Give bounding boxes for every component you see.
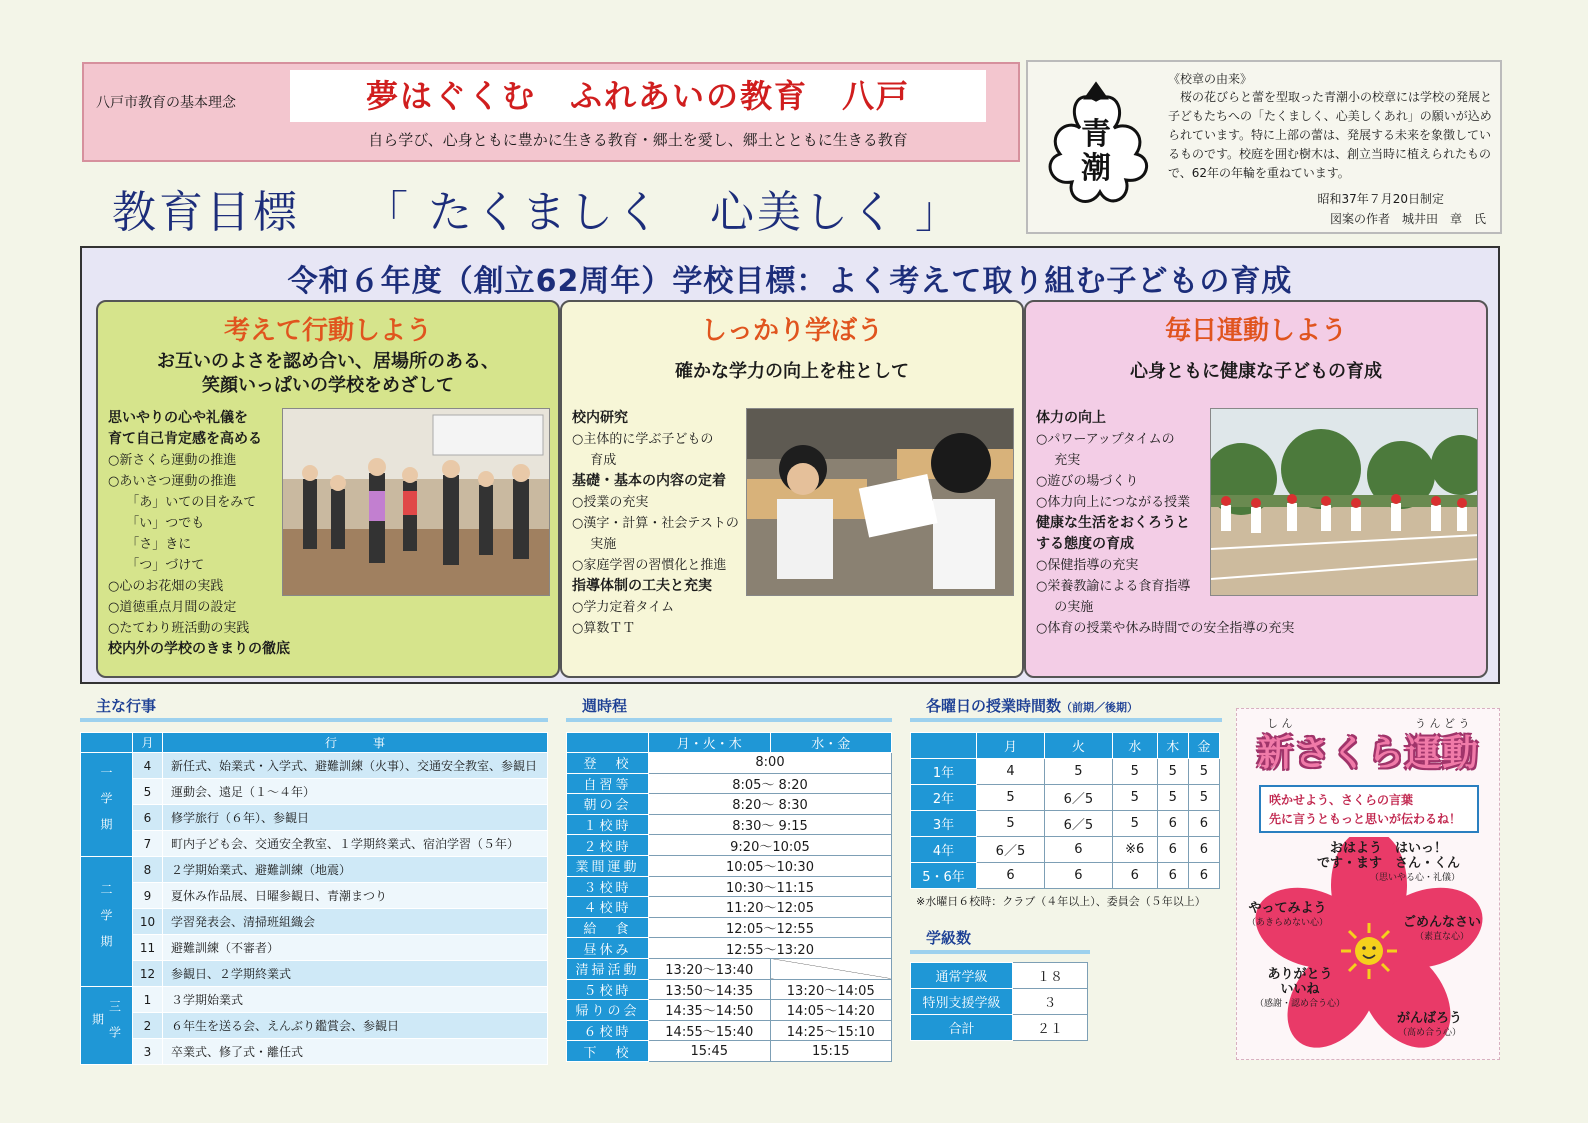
table-row xyxy=(567,958,892,979)
table-row xyxy=(567,917,892,938)
class-count-cell: １８ xyxy=(1013,963,1088,989)
month-cell: 3 xyxy=(133,1039,163,1065)
school-goal-title: 令和６年度（創立62周年）学校目標：よく考えて取り組む子どもの育成 xyxy=(287,264,1293,299)
table-row xyxy=(81,805,548,831)
goal-list-item: 基礎・基本の内容の定着 xyxy=(572,473,726,489)
goal-list-item: ○新さくら運動の推進 xyxy=(108,453,237,468)
goal-list-item: 「さ」きに xyxy=(126,537,192,552)
crest-date: 昭和37年７月20日制定 xyxy=(1317,192,1444,206)
crest-description: 桜の花びらと蕾を型取った青潮小の校章には学校の発展と子どもたちへの「たくましく、心美しくあれ」の願いが込められています。特に上部の蕾は、発展する未来を象徴しているものです。校庭を囲む樹木は、創立当時に植えられたもので、62年の年輪を重ねています。 xyxy=(1168,90,1493,180)
event-cell: 参観日、２学期終業式 xyxy=(163,961,548,987)
school-crest-icon xyxy=(1036,78,1156,218)
phrase-note: （素直な心） xyxy=(1415,932,1470,942)
event-cell: ３学期始業式 xyxy=(163,987,548,1013)
goal-list-item: ○パワーアップタイムの xyxy=(1036,432,1175,447)
philosophy-slogan: 夢はぐくむ ふれあいの教育 八戸 xyxy=(290,70,986,122)
goal-list-item: 育て自己肯定感を高める xyxy=(108,431,262,447)
month-cell: 7 xyxy=(133,831,163,857)
phrase-note: （あきらめない心） xyxy=(1247,918,1329,928)
title-ruby-right: う ん ど う xyxy=(1415,717,1470,730)
goal-column-learn xyxy=(560,300,1024,678)
goal-list-item: 健康な生活をおくろうと xyxy=(1036,515,1190,531)
goal-list-item: 「つ」づけて xyxy=(126,558,205,573)
phrase-note: （高め合う心） xyxy=(1398,1028,1462,1038)
table-row xyxy=(911,759,1220,785)
period-label: 下 校 xyxy=(567,1041,649,1062)
photo-running-students xyxy=(1210,408,1478,596)
period-label: 清掃活動 xyxy=(567,958,649,979)
hours-cell: 5 xyxy=(1157,759,1188,785)
class-type-cell: 特別支援学級 xyxy=(911,989,1013,1015)
goal-list-item: ○主体的に学ぶ子どもの xyxy=(572,432,714,447)
hours-table xyxy=(910,732,1220,889)
period-header xyxy=(567,733,649,753)
goal-list-item: 実施 xyxy=(590,537,617,552)
event-header: 行 事 xyxy=(163,733,548,753)
hours-section xyxy=(910,695,1222,909)
event-cell: 夏休み作品展、日曜参観日、青潮まつり xyxy=(163,883,548,909)
month-cell: 12 xyxy=(133,961,163,987)
table-row xyxy=(911,837,1220,863)
philosophy-label: 八戸市教育の基本理念 xyxy=(96,95,236,111)
time-cell: 12:05～12:55 xyxy=(649,917,892,938)
table-row xyxy=(567,938,892,959)
goal-list-item: ○保健指導の充実 xyxy=(1036,558,1139,573)
goal-list-item: 思いやりの心や礼儀を xyxy=(108,410,248,426)
phrase-text: おはよう はいっ！ です・ます さん・くん xyxy=(1317,841,1461,871)
grade-cell: 5・6年 xyxy=(911,863,977,889)
period-label: 自習等 xyxy=(567,773,649,794)
goal-list-item: 充実 xyxy=(1054,453,1081,468)
period-label: 登 校 xyxy=(567,753,649,774)
column-subtitle xyxy=(562,360,1022,384)
time-cell: 8:05～ 8:20 xyxy=(649,773,892,794)
time-cell: 11:20～12:05 xyxy=(649,897,892,918)
period-label: １校時 xyxy=(567,814,649,835)
month-cell: 10 xyxy=(133,909,163,935)
goal-list-item: ○漢字・計算・社会テストの xyxy=(572,516,739,531)
day-header: 火 xyxy=(1044,733,1112,759)
timetable-section xyxy=(566,695,892,1062)
time-cell: 14:25～15:10 xyxy=(770,1020,892,1041)
event-cell: 新任式、始業式・入学式、避難訓練（火事）、交通安全教室、参観日 xyxy=(163,753,548,779)
table-row xyxy=(567,897,892,918)
day-header: 水 xyxy=(1112,733,1157,759)
hours-cell: 6 xyxy=(1157,811,1188,837)
table-row xyxy=(567,773,892,794)
table-row xyxy=(81,753,548,779)
hours-cell: 6／5 xyxy=(1044,785,1112,811)
table-row xyxy=(567,814,892,835)
time-cell: 13:20～14:05 xyxy=(770,979,892,1000)
event-cell: 町内子ども会、交通安全教室、１学期終業式、宿泊学習（５年） xyxy=(163,831,548,857)
hours-cell: 6 xyxy=(977,863,1045,889)
time-cell: 14:55～15:40 xyxy=(649,1020,771,1041)
sakura-title: 新さくら運動 xyxy=(1256,733,1479,774)
goal-list-item: ○心のお花畑の実践 xyxy=(108,579,224,594)
column-subtitle-line: お互いのよさを認め合い、居場所のある、 xyxy=(157,351,499,372)
table-row xyxy=(81,909,548,935)
timetable-heading: 週時程 xyxy=(566,695,892,722)
hours-cell: 6 xyxy=(1044,837,1112,863)
goal-list-item: 「い」つでも xyxy=(126,516,205,531)
table-row xyxy=(911,811,1220,837)
table-row xyxy=(567,1041,892,1062)
table-row xyxy=(911,963,1088,989)
banner-line: 咲かせよう、さくらの言葉 xyxy=(1269,793,1414,807)
goal-list xyxy=(108,408,290,660)
period-label: 昼休み xyxy=(567,938,649,959)
phrase-note: （感謝・認め合う心） xyxy=(1255,999,1346,1009)
col-mon-tue-thu: 月・火・木 xyxy=(649,733,771,753)
phrase-text: やってみよう xyxy=(1248,901,1327,916)
table-row xyxy=(911,1015,1088,1041)
table-header-row xyxy=(81,733,548,753)
time-cell: 13:20～13:40 xyxy=(649,958,771,979)
classes-section xyxy=(910,927,1090,1041)
sakura-banner xyxy=(1259,785,1479,833)
philosophy-subtitle: 自ら学び、心身ともに豊かに生きる教育・郷土を愛し、郷土とともに生きる教育 xyxy=(368,131,908,149)
table-row xyxy=(81,883,548,909)
hours-cell: 5 xyxy=(1157,785,1188,811)
period-label: 給 食 xyxy=(567,917,649,938)
goal-list-item: ○体育の授業や休み時間での安全指導の充実 xyxy=(1036,621,1295,636)
term-cell: 一学期 xyxy=(81,753,133,857)
time-cell: 8:20～ 8:30 xyxy=(649,794,892,815)
hours-cell: 6／5 xyxy=(977,837,1045,863)
banner-line: 先に言うともっと思いが伝わるね！ xyxy=(1269,812,1462,826)
goal-list-item: ○算数ＴＴ xyxy=(572,621,636,636)
hours-cell: 6 xyxy=(1188,837,1219,863)
column-subtitle-line: 笑顔いっぱいの学校をめざして xyxy=(202,375,454,396)
term-header xyxy=(81,733,133,753)
goal-list xyxy=(572,408,739,639)
goal-list-item: 「あ」いての目をみて xyxy=(126,495,257,510)
table-row xyxy=(81,831,548,857)
event-cell: 避難訓練（不審者） xyxy=(163,935,548,961)
goal-list-item: 育成 xyxy=(590,453,617,468)
goal-column-exercise xyxy=(1024,300,1488,678)
svg-text:青: 青 xyxy=(1081,117,1111,152)
table-header-row xyxy=(911,733,1220,759)
table-row xyxy=(567,855,892,876)
goal-list-item: 指導体制の工夫と充実 xyxy=(572,578,712,594)
table-row xyxy=(81,961,548,987)
period-label: 朝の会 xyxy=(567,794,649,815)
goal-list-item: ○学力定着タイム xyxy=(572,600,675,615)
phrase-do-best xyxy=(1397,1011,1462,1041)
timetable-table xyxy=(566,732,892,1062)
day-header: 金 xyxy=(1188,733,1219,759)
period-label: ２校時 xyxy=(567,835,649,856)
school-crest-box xyxy=(1026,60,1502,234)
photo-students-studying xyxy=(746,408,1014,596)
term-cell: 三学期 xyxy=(81,987,133,1065)
period-label: ６校時 xyxy=(567,1020,649,1041)
time-cell: 8:00 xyxy=(649,753,892,774)
events-heading: 主な行事 xyxy=(80,695,548,722)
table-row xyxy=(81,935,548,961)
philosophy-banner xyxy=(82,62,1020,162)
hours-cell: 6 xyxy=(1188,863,1219,889)
goal-list-item: ○授業の充実 xyxy=(572,495,649,510)
phrase-sorry xyxy=(1403,915,1481,945)
month-cell: 8 xyxy=(133,857,163,883)
class-count-cell: ３ xyxy=(1013,989,1088,1015)
class-type-cell: 通常学級 xyxy=(911,963,1013,989)
goal-list-item: ○栄養教諭による食育指導 xyxy=(1036,579,1191,594)
goal-list-item: ○たてわり班活動の実践 xyxy=(108,621,250,636)
hours-cell: 5 xyxy=(1044,759,1112,785)
goal-list-item: ○道徳重点月間の設定 xyxy=(108,600,237,615)
hours-cell: 6／5 xyxy=(1044,811,1112,837)
class-count-cell: ２１ xyxy=(1013,1015,1088,1041)
phrase-text: ありがとう いいね xyxy=(1267,967,1333,997)
hours-note: ※水曜日６校時：クラブ（４年以上）、委員会（５年以上） xyxy=(916,895,1206,908)
table-row xyxy=(567,835,892,856)
goal-list-item: の実施 xyxy=(1054,600,1094,615)
grade-cell: 2年 xyxy=(911,785,977,811)
phrase-greeting xyxy=(1317,841,1460,886)
column-title: しっかり学ぼう xyxy=(700,316,883,346)
school-goal-panel xyxy=(80,246,1500,684)
hours-heading xyxy=(910,695,1222,722)
event-cell: 運動会、遠足（１～４年） xyxy=(163,779,548,805)
phrase-try xyxy=(1247,901,1328,931)
classes-heading: 学級数 xyxy=(910,927,1090,954)
time-cell: 14:35～14:50 xyxy=(649,1000,771,1021)
events-table xyxy=(80,732,548,1065)
table-row xyxy=(81,857,548,883)
period-label: ５校時 xyxy=(567,979,649,1000)
period-label: 業間運動 xyxy=(567,855,649,876)
time-cell: 13:50～14:35 xyxy=(649,979,771,1000)
hours-cell: 6 xyxy=(1112,863,1157,889)
table-row xyxy=(81,779,548,805)
event-cell: 卒業式、修了式・離任式 xyxy=(163,1039,548,1065)
col-wed-fri: 水・金 xyxy=(770,733,892,753)
period-label: ３校時 xyxy=(567,876,649,897)
column-title: 毎日運動しよう xyxy=(1164,316,1347,346)
table-row xyxy=(81,1013,548,1039)
title-ruby-left: し ん xyxy=(1267,717,1293,730)
goal-list-item: する態度の育成 xyxy=(1036,536,1134,552)
column-title: 考えて行動しよう xyxy=(223,316,432,346)
month-header: 月 xyxy=(133,733,163,753)
photo-dancing-students xyxy=(282,408,550,596)
column-subtitle-line: 確かな学力の向上を柱として xyxy=(675,361,909,382)
class-type-cell: 合計 xyxy=(911,1015,1013,1041)
hours-cell: 5 xyxy=(1188,785,1219,811)
month-cell: 6 xyxy=(133,805,163,831)
sakura-movement-box xyxy=(1236,708,1500,1060)
time-cell: 8:30～ 9:15 xyxy=(649,814,892,835)
svg-text:潮: 潮 xyxy=(1081,151,1111,186)
crest-author: 図案の作者 城井田 章 氏 xyxy=(1329,212,1486,226)
sun-icon xyxy=(1341,923,1397,979)
table-row xyxy=(81,987,548,1013)
hours-cell: 5 xyxy=(1112,811,1157,837)
hours-cell: 6 xyxy=(1188,811,1219,837)
event-cell: 修学旅行（６年）、参観日 xyxy=(163,805,548,831)
event-cell: 学習発表会、清掃班組織会 xyxy=(163,909,548,935)
table-row xyxy=(81,1039,548,1065)
month-cell: 11 xyxy=(133,935,163,961)
phrase-text: ごめんなさい xyxy=(1403,915,1482,930)
column-subtitle-line: 心身ともに健康な子どもの育成 xyxy=(1130,361,1382,382)
table-row xyxy=(911,863,1220,889)
table-row xyxy=(911,785,1220,811)
classes-table xyxy=(910,962,1088,1041)
table-row xyxy=(567,1020,892,1041)
table-row xyxy=(567,979,892,1000)
day-header: 木 xyxy=(1157,733,1188,759)
table-row xyxy=(567,794,892,815)
goal-list-item: ○あいさつ運動の推進 xyxy=(108,474,237,489)
month-cell: 9 xyxy=(133,883,163,909)
goal-list-item: 校内研究 xyxy=(572,410,628,426)
hours-heading-note: （前期／後期） xyxy=(1061,701,1139,714)
column-subtitle xyxy=(1026,360,1486,384)
hours-heading-text: 各曜日の授業時間数 xyxy=(926,697,1062,715)
education-goal: 教育目標 「 たくましく 心美しく 」 xyxy=(112,187,962,238)
events-section xyxy=(80,695,548,1065)
hours-cell: ※6 xyxy=(1112,837,1157,863)
month-cell: 1 xyxy=(133,987,163,1013)
month-cell: 2 xyxy=(133,1013,163,1039)
hours-cell: 4 xyxy=(977,759,1045,785)
goal-list-item: ○体力向上につながる授業 xyxy=(1036,495,1191,510)
hours-cell: 5 xyxy=(1188,759,1219,785)
column-subtitle xyxy=(98,350,558,398)
time-cell: 14:05～14:20 xyxy=(770,1000,892,1021)
phrase-note: （思いやる心・礼儀） xyxy=(1370,873,1461,883)
time-cell: 9:20～10:05 xyxy=(649,835,892,856)
month-cell: 5 xyxy=(133,779,163,805)
event-cell: ６年生を送る会、えんぶり鑑賞会、参観日 xyxy=(163,1013,548,1039)
time-cell xyxy=(770,958,892,979)
grade-cell: 3年 xyxy=(911,811,977,837)
table-header-row xyxy=(567,733,892,753)
crest-heading: 《校章の由来》 xyxy=(1168,72,1253,86)
grade-cell: 4年 xyxy=(911,837,977,863)
table-row xyxy=(567,753,892,774)
term-cell: 二学期 xyxy=(81,857,133,987)
time-cell: 12:55～13:20 xyxy=(649,938,892,959)
goal-list-item: 校内外の学校のきまりの徹底 xyxy=(108,641,290,657)
table-row xyxy=(567,1000,892,1021)
goal-list-item: ○家庭学習の習慣化と推進 xyxy=(572,558,727,573)
event-cell: ２学期始業式、避難訓練（地震） xyxy=(163,857,548,883)
period-label: ４校時 xyxy=(567,897,649,918)
goal-list-item: 体力の向上 xyxy=(1036,410,1106,426)
goal-column-act xyxy=(96,300,560,678)
grade-cell: 1年 xyxy=(911,759,977,785)
hours-cell: 5 xyxy=(977,785,1045,811)
hours-cell: 5 xyxy=(977,811,1045,837)
time-cell: 15:15 xyxy=(770,1041,892,1062)
period-label: 帰りの会 xyxy=(567,1000,649,1021)
hours-cell: 6 xyxy=(1157,863,1188,889)
month-cell: 4 xyxy=(133,753,163,779)
hours-cell: 6 xyxy=(1044,863,1112,889)
table-row xyxy=(567,876,892,897)
time-cell: 10:30～11:15 xyxy=(649,876,892,897)
phrase-thanks xyxy=(1255,967,1345,1012)
grade-header xyxy=(911,733,977,759)
hours-cell: 5 xyxy=(1112,759,1157,785)
time-cell: 15:45 xyxy=(649,1041,771,1062)
time-cell: 10:05～10:30 xyxy=(649,855,892,876)
phrase-text: がんばろう xyxy=(1397,1011,1463,1026)
day-header: 月 xyxy=(977,733,1045,759)
hours-cell: 5 xyxy=(1112,785,1157,811)
table-row xyxy=(911,989,1088,1015)
goal-list-item: ○遊びの場づくり xyxy=(1036,474,1139,489)
hours-cell: 6 xyxy=(1157,837,1188,863)
